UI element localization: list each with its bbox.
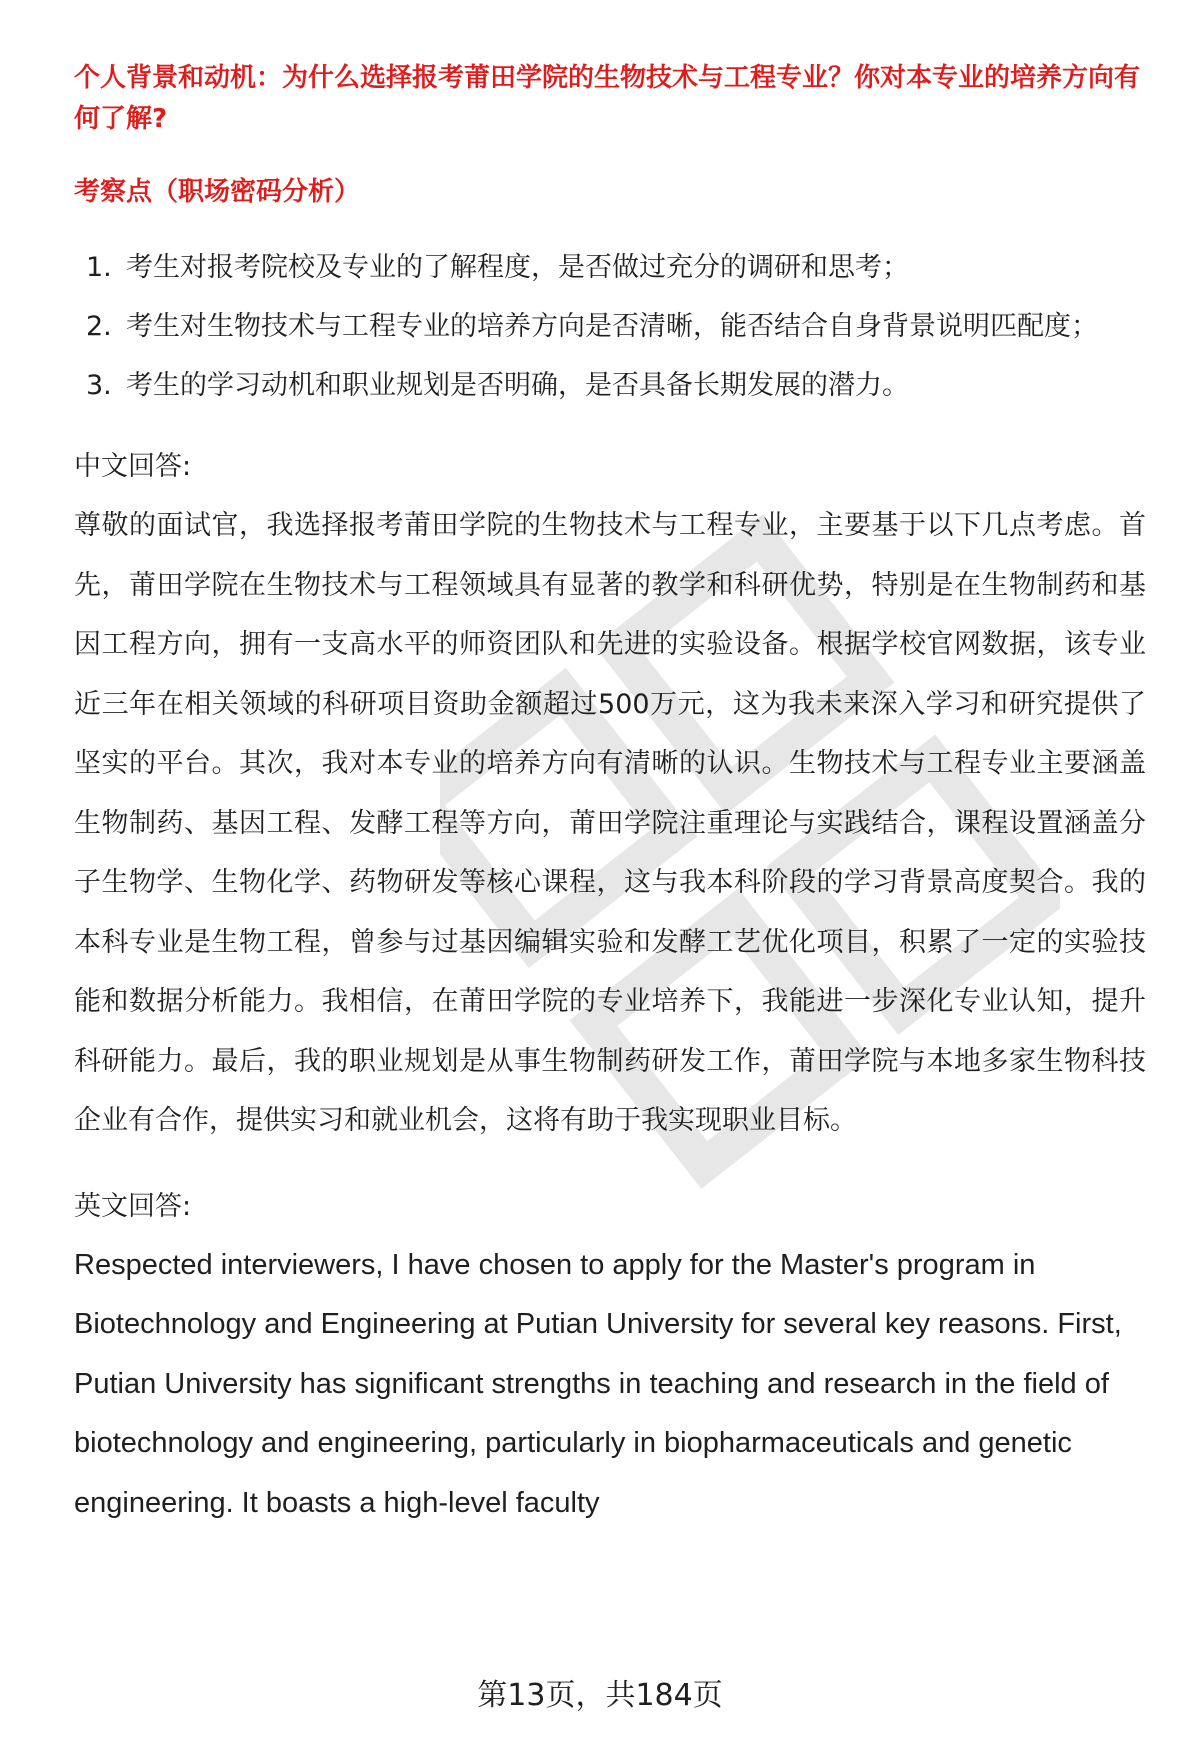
document-page [74, 58, 1146, 1533]
english-answer-text: Respected interviewers, I have chosen to apply for the Master's program in Biotechnology and Engineering at Putian University for several key reasons. First, Putian University has significant strengths in teaching and research in the field of biotechnology and engineering, particularly in biopharmaceuticals and genetic engineering. It boasts a high-level faculty [74, 1248, 1122, 1519]
assessment-heading: 考察点（职场密码分析） [74, 177, 361, 207]
list-item-text: 考生对报考院校及专业的了解程度，是否做过充分的调研和思考； [126, 252, 909, 283]
list-item [74, 297, 1146, 356]
chinese-answer-label: 中文回答: [74, 451, 192, 482]
chinese-answer-text: 尊敬的面试官，我选择报考莆田学院的生物技术与工程专业，主要基于以下几点考虑。首先，莆田学院在生物技术与工程领域具有显著的教学和科研优势，特别是在生物制药和基因工程方向，拥有一支高水平的师资团队和先进的实验设备。根据学校官网数据，该专业近三年在相关领域的科研项目资助金额超过500万元，这为我未来深入学习和研究提供了坚实的平台。其次，我对本专业的培养方向有清晰的认识。生物技术与工程专业主要涵盖生物制药、基因工程、发酵工程等方向，莆田学院注重理论与实践结合，课程设置涵盖分子生物学、生物化学、药物研发等核心课程，这与我本科阶段的学习背景高度契合。我的本科专业是生物工程，曾参与过基因编辑实验和发酵工艺优化项目，积累了一定的实验技能和数据分析能力。我相信，在莆田学院的专业培养下，我能进一步深化专业认知，提升科研能力。最后，我的职业规划是从事生物制药研发工作，莆田学院与本地多家生物科技企业有合作，提供实习和就业机会，这将有助于我实现职业目标。 [74, 510, 1146, 1136]
assessment-points-list [74, 238, 1146, 415]
list-item-text: 考生的学习动机和职业规划是否明确，是否具备长期发展的潜力。 [126, 370, 909, 401]
list-item-number: 2. [86, 311, 112, 342]
question-heading: 个人背景和动机：为什么选择报考莆田学院的生物技术与工程专业？你对本专业的培养方向有何了解? [74, 63, 1141, 134]
list-item-number: 3. [86, 370, 112, 401]
page-number-footer: 第13页，共184页 [477, 1678, 723, 1713]
english-answer-label: 英文回答: [74, 1190, 192, 1222]
list-item [74, 238, 1146, 297]
list-item [74, 356, 1146, 415]
list-item-text: 考生对生物技术与工程专业的培养方向是否清晰，能否结合自身背景说明匹配度； [126, 311, 1098, 342]
list-item-number: 1. [86, 252, 112, 283]
